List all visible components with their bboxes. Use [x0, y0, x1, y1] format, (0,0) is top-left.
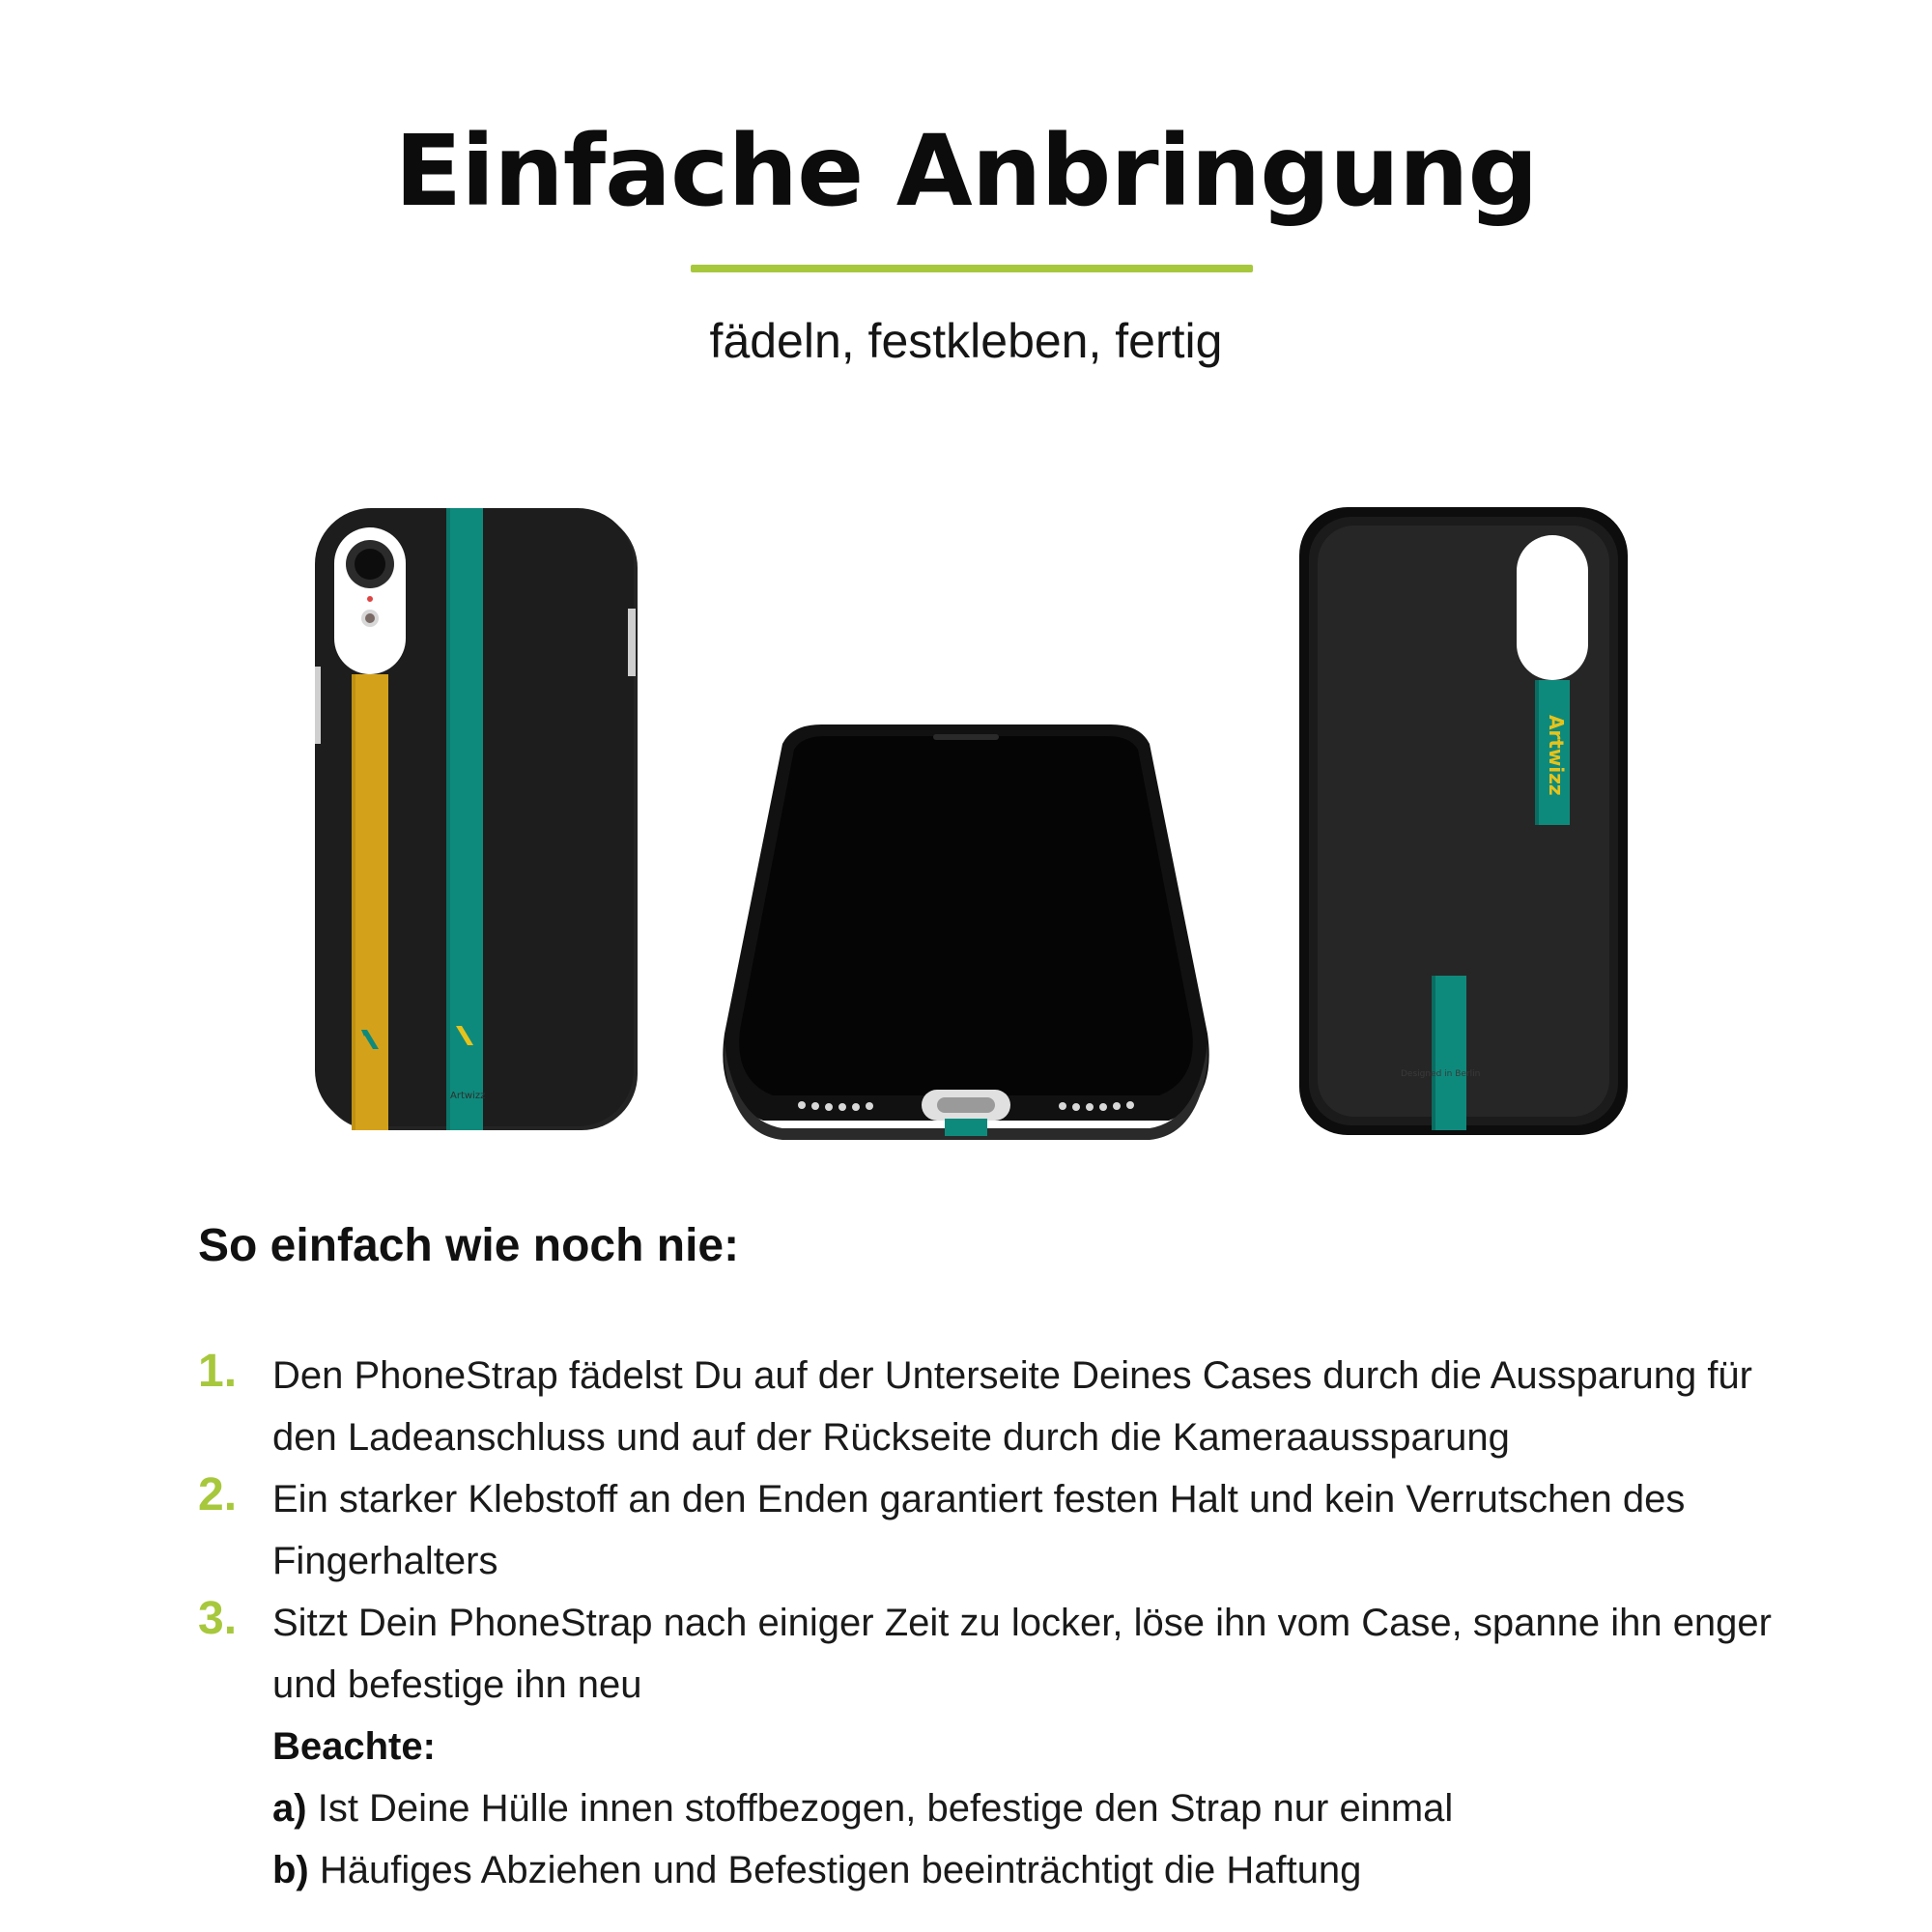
strap-brand-text: Artwizz — [1545, 715, 1568, 796]
note-item-text: Häufiges Abziehen und Befestigen beeinträchtigt die Haftung — [319, 1849, 1362, 1891]
page-title: Einfache Anbringung — [394, 114, 1538, 229]
phone-case-back-image — [309, 502, 647, 1140]
inside-imprint-text: Designed in Berlin — [1401, 1069, 1481, 1079]
phone-case-inside-image — [1294, 502, 1633, 1140]
step-number: 1. — [198, 1346, 238, 1397]
note-item — [272, 1777, 1782, 1839]
phone-bottom-view-illustration — [715, 715, 1217, 1140]
instruction-step — [198, 1592, 1782, 1901]
phone-case-inside-illustration — [1294, 502, 1633, 1140]
note-item — [272, 1839, 1782, 1901]
step-text: Den PhoneStrap fädelst Du auf der Unterseite Deines Cases durch die Aussparung für den Ladeanschluss und auf der Rückseite durch die Kameraaussparung — [272, 1354, 1752, 1459]
note-item-text: Ist Deine Hülle innen stoffbezogen, befestige den Strap nur einmal — [317, 1787, 1454, 1830]
step-number: 3. — [198, 1593, 238, 1644]
back-imprint-text: Artwizz — [450, 1091, 486, 1101]
instruction-step — [198, 1468, 1782, 1592]
instructions-list — [198, 1345, 1782, 1901]
step-number: 2. — [198, 1469, 238, 1520]
note-item-key: b) — [272, 1849, 309, 1891]
step-text: Sitzt Dein PhoneStrap nach einiger Zeit zu locker, löse ihn vom Case, spanne ihn enger und befestige ihn neu — [272, 1602, 1772, 1706]
page-subtitle: fädeln, festkleben, fertig — [709, 314, 1223, 368]
instruction-step — [198, 1345, 1782, 1468]
note-item-key: a) — [272, 1787, 307, 1830]
instructions-heading: So einfach wie noch nie: — [198, 1220, 740, 1271]
step-text: Ein starker Klebstoff an den Enden garantiert festen Halt und kein Verrutschen des Fingerhalters — [272, 1478, 1686, 1582]
phone-case-back-illustration — [309, 502, 647, 1140]
phone-bottom-view-image — [715, 715, 1217, 1140]
note-heading: Beachte: — [272, 1725, 436, 1768]
title-divider — [691, 265, 1253, 272]
